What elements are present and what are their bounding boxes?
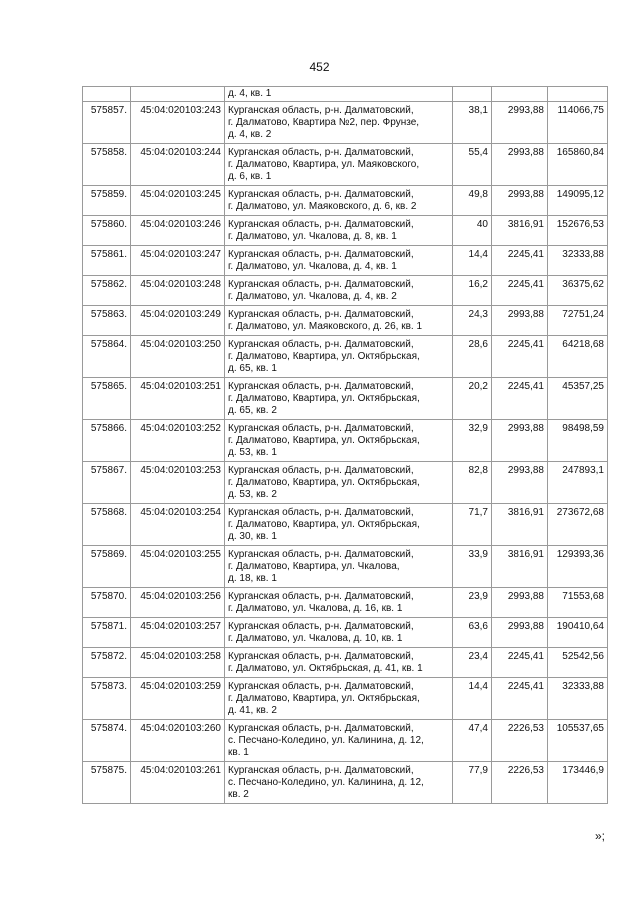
cell-cost: 32333,88 <box>548 678 608 720</box>
cell-cadastral-number: 45:04:020103:245 <box>131 186 225 216</box>
address-line: Курганская область, р-н. Далматовский, <box>228 681 414 692</box>
cell-rate: 2993,88 <box>492 588 548 618</box>
cell-cost: 72751,24 <box>548 306 608 336</box>
address-line: г. Далматово, ул. Чкалова, д. 8, кв. 1 <box>228 231 397 242</box>
cell-area: 33,9 <box>453 546 492 588</box>
address-line: г. Далматово, ул. Чкалова, д. 16, кв. 1 <box>228 603 403 614</box>
cell-address <box>225 276 453 306</box>
cell-cost: 36375,62 <box>548 276 608 306</box>
cell-number: 575874. <box>83 720 131 762</box>
cell-number: 575859. <box>83 186 131 216</box>
address-line: г. Далматово, Квартира, ул. Октябрьская, <box>228 351 420 362</box>
table-row <box>83 336 608 378</box>
cell-area: 71,7 <box>453 504 492 546</box>
cell-cadastral-number: 45:04:020103:255 <box>131 546 225 588</box>
address-line: г. Далматово, Квартира, ул. Октябрьская, <box>228 393 420 404</box>
cell-area: 32,9 <box>453 420 492 462</box>
address-line: д. 18, кв. 1 <box>228 573 277 584</box>
address-line: Курганская область, р-н. Далматовский, <box>228 723 414 734</box>
address-line: г. Далматово, ул. Маяковского, д. 6, кв. 2 <box>228 201 417 212</box>
address-line: г. Далматово, Квартира, ул. Октябрьская, <box>228 435 420 446</box>
cell-number: 575858. <box>83 144 131 186</box>
cell-address <box>225 678 453 720</box>
address-line: Курганская область, р-н. Далматовский, <box>228 621 414 632</box>
cell-cadastral-number: 45:04:020103:244 <box>131 144 225 186</box>
cell-cadastral-number: 45:04:020103:249 <box>131 306 225 336</box>
cell-number: 575869. <box>83 546 131 588</box>
cell-address <box>225 216 453 246</box>
cell-rate: 2993,88 <box>492 618 548 648</box>
cell-cadastral-number: 45:04:020103:258 <box>131 648 225 678</box>
cell-address <box>225 648 453 678</box>
cell-rate: 2993,88 <box>492 144 548 186</box>
cell-number: 575857. <box>83 102 131 144</box>
address-line: г. Далматово, Квартира, ул. Маяковского, <box>228 159 420 170</box>
cell-area: 55,4 <box>453 144 492 186</box>
closing-mark: »; <box>595 829 606 843</box>
cell-area: 24,3 <box>453 306 492 336</box>
cell-cadastral-number: 45:04:020103:243 <box>131 102 225 144</box>
cell-cost: 152676,53 <box>548 216 608 246</box>
cell-area: 49,8 <box>453 186 492 216</box>
table-row <box>83 276 608 306</box>
table-row <box>83 618 608 648</box>
cell-cost: 105537,65 <box>548 720 608 762</box>
cell-area: 28,6 <box>453 336 492 378</box>
cell-cost: 98498,59 <box>548 420 608 462</box>
cell-area: 47,4 <box>453 720 492 762</box>
cell-address <box>225 762 453 804</box>
cell-cost: 190410,64 <box>548 618 608 648</box>
cell-rate: 2245,41 <box>492 648 548 678</box>
cell-rate: 2993,88 <box>492 102 548 144</box>
address-line: с. Песчано-Коледино, ул. Калинина, д. 12, <box>228 735 424 746</box>
cell-number: 575863. <box>83 306 131 336</box>
address-line: Курганская область, р-н. Далматовский, <box>228 765 414 776</box>
cell-number: 575865. <box>83 378 131 420</box>
cell-rate: 3816,91 <box>492 504 548 546</box>
table-row <box>83 588 608 618</box>
cell-number: 575871. <box>83 618 131 648</box>
table-row <box>83 246 608 276</box>
cell-cost: 247893,1 <box>548 462 608 504</box>
cell-number: 575862. <box>83 276 131 306</box>
cell-cost: 129393,36 <box>548 546 608 588</box>
cell-cost: 114066,75 <box>548 102 608 144</box>
table-row <box>83 546 608 588</box>
cell-cost: 32333,88 <box>548 246 608 276</box>
address-line: г. Далматово, Квартира, ул. Октябрьская, <box>228 477 420 488</box>
address-line: Курганская область, р-н. Далматовский, <box>228 381 414 392</box>
address-line: д. 6, кв. 1 <box>228 171 272 182</box>
address-line: Курганская область, р-н. Далматовский, <box>228 549 414 560</box>
address-line: Курганская область, р-н. Далматовский, <box>228 591 414 602</box>
cell-cadastral-number: 45:04:020103:259 <box>131 678 225 720</box>
address-line: Курганская область, р-н. Далматовский, <box>228 219 414 230</box>
cell-number: 575870. <box>83 588 131 618</box>
table-row <box>83 306 608 336</box>
cell-area <box>453 87 492 102</box>
table-row <box>83 462 608 504</box>
cell-rate: 2245,41 <box>492 276 548 306</box>
cell-cost: 273672,68 <box>548 504 608 546</box>
address-line: г. Далматово, Квартира, ул. Октябрьская, <box>228 519 420 530</box>
address-line: д. 41, кв. 2 <box>228 705 277 716</box>
cell-rate: 2245,41 <box>492 678 548 720</box>
cell-number: 575873. <box>83 678 131 720</box>
cell-cadastral-number: 45:04:020103:256 <box>131 588 225 618</box>
address-line: г. Далматово, ул. Чкалова, д. 4, кв. 2 <box>228 291 397 302</box>
address-line: г. Далматово, Квартира, ул. Чкалова, <box>228 561 400 572</box>
address-line: д. 30, кв. 1 <box>228 531 277 542</box>
cell-number: 575872. <box>83 648 131 678</box>
cell-address <box>225 306 453 336</box>
cell-cost: 149095,12 <box>548 186 608 216</box>
address-line: Курганская область, р-н. Далматовский, <box>228 147 414 158</box>
table-row <box>83 144 608 186</box>
cell-number: 575866. <box>83 420 131 462</box>
cell-address <box>225 588 453 618</box>
cell-area: 14,4 <box>453 246 492 276</box>
cell-cost: 64218,68 <box>548 336 608 378</box>
cell-rate: 3816,91 <box>492 546 548 588</box>
address-line: Курганская область, р-н. Далматовский, <box>228 279 414 290</box>
address-line: д. 53, кв. 2 <box>228 489 277 500</box>
cell-area: 20,2 <box>453 378 492 420</box>
cell-rate <box>492 87 548 102</box>
cell-address <box>225 546 453 588</box>
cell-area: 77,9 <box>453 762 492 804</box>
table-row <box>83 678 608 720</box>
table-row-continued <box>83 87 608 102</box>
cell-cost: 173446,9 <box>548 762 608 804</box>
cell-cadastral-number <box>131 87 225 102</box>
cell-rate: 2993,88 <box>492 462 548 504</box>
cell-area: 82,8 <box>453 462 492 504</box>
cell-area: 14,4 <box>453 678 492 720</box>
table-row <box>83 720 608 762</box>
address-line: г. Далматово, Квартира, ул. Октябрьская, <box>228 693 420 704</box>
cell-rate: 2993,88 <box>492 186 548 216</box>
cell-area: 23,9 <box>453 588 492 618</box>
address-line: кв. 1 <box>228 747 249 758</box>
cell-address <box>225 186 453 216</box>
address-line: Курганская область, р-н. Далматовский, <box>228 105 414 116</box>
cell-area: 16,2 <box>453 276 492 306</box>
cell-number <box>83 87 131 102</box>
address-line: кв. 2 <box>228 789 249 800</box>
property-table <box>82 86 608 804</box>
cell-cadastral-number: 45:04:020103:253 <box>131 462 225 504</box>
address-line: г. Далматово, ул. Маяковского, д. 26, кв. 1 <box>228 321 423 332</box>
cell-cadastral-number: 45:04:020103:254 <box>131 504 225 546</box>
address-line: д. 53, кв. 1 <box>228 447 277 458</box>
address-line: Курганская область, р-н. Далматовский, <box>228 189 414 200</box>
address-line: д. 65, кв. 2 <box>228 405 277 416</box>
cell-rate: 3816,91 <box>492 216 548 246</box>
cell-cost: 71553,68 <box>548 588 608 618</box>
cell-cadastral-number: 45:04:020103:251 <box>131 378 225 420</box>
cell-cost: 165860,84 <box>548 144 608 186</box>
cell-address <box>225 246 453 276</box>
cell-cadastral-number: 45:04:020103:246 <box>131 216 225 246</box>
table-row <box>83 504 608 546</box>
cell-rate: 2245,41 <box>492 336 548 378</box>
cell-area: 23,4 <box>453 648 492 678</box>
cell-rate: 2245,41 <box>492 246 548 276</box>
table-row <box>83 648 608 678</box>
cell-number: 575864. <box>83 336 131 378</box>
cell-cadastral-number: 45:04:020103:250 <box>131 336 225 378</box>
cell-address <box>225 336 453 378</box>
address-line: Курганская область, р-н. Далматовский, <box>228 309 414 320</box>
table-row <box>83 762 608 804</box>
cell-cadastral-number: 45:04:020103:252 <box>131 420 225 462</box>
cell-rate: 2226,53 <box>492 762 548 804</box>
table-row <box>83 102 608 144</box>
cell-rate: 2226,53 <box>492 720 548 762</box>
cell-area: 38,1 <box>453 102 492 144</box>
cell-cost: 45357,25 <box>548 378 608 420</box>
cell-rate: 2993,88 <box>492 420 548 462</box>
table-row <box>83 186 608 216</box>
cell-address <box>225 462 453 504</box>
cell-cadastral-number: 45:04:020103:248 <box>131 276 225 306</box>
address-line: г. Далматово, ул. Октябрьская, д. 41, кв. 1 <box>228 663 423 674</box>
address-line: Курганская область, р-н. Далматовский, <box>228 507 414 518</box>
cell-cost: 52542,56 <box>548 648 608 678</box>
table-row <box>83 378 608 420</box>
address-line: д. 4, кв. 2 <box>228 129 272 140</box>
cell-number: 575868. <box>83 504 131 546</box>
cell-address <box>225 504 453 546</box>
cell-cadastral-number: 45:04:020103:257 <box>131 618 225 648</box>
address-line: Курганская область, р-н. Далматовский, <box>228 651 414 662</box>
cell-address <box>225 618 453 648</box>
address-line: Курганская область, р-н. Далматовский, <box>228 423 414 434</box>
address-line: г. Далматово, ул. Чкалова, д. 4, кв. 1 <box>228 261 397 272</box>
table-body <box>83 87 608 804</box>
address-line: Курганская область, р-н. Далматовский, <box>228 465 414 476</box>
cell-number: 575860. <box>83 216 131 246</box>
cell-cadastral-number: 45:04:020103:247 <box>131 246 225 276</box>
address-line: Курганская область, р-н. Далматовский, <box>228 339 414 350</box>
cell-address: д. 4, кв. 1 <box>225 87 453 102</box>
cell-number: 575861. <box>83 246 131 276</box>
cell-address <box>225 378 453 420</box>
address-line: г. Далматово, ул. Чкалова, д. 10, кв. 1 <box>228 633 403 644</box>
address-line: д. 65, кв. 1 <box>228 363 277 374</box>
cell-area: 40 <box>453 216 492 246</box>
address-line: с. Песчано-Коледино, ул. Калинина, д. 12, <box>228 777 424 788</box>
cell-cadastral-number: 45:04:020103:261 <box>131 762 225 804</box>
cell-address <box>225 420 453 462</box>
cell-area: 63,6 <box>453 618 492 648</box>
cell-rate: 2245,41 <box>492 378 548 420</box>
cell-number: 575867. <box>83 462 131 504</box>
cell-address <box>225 720 453 762</box>
cell-cost <box>548 87 608 102</box>
table-row <box>83 216 608 246</box>
table-row <box>83 420 608 462</box>
cell-address <box>225 144 453 186</box>
address-line: г. Далматово, Квартира №2, пер. Фрунзе, <box>228 117 420 128</box>
page-number: 452 <box>309 60 330 74</box>
address-line: Курганская область, р-н. Далматовский, <box>228 249 414 260</box>
cell-rate: 2993,88 <box>492 306 548 336</box>
cell-address <box>225 102 453 144</box>
cell-number: 575875. <box>83 762 131 804</box>
cell-cadastral-number: 45:04:020103:260 <box>131 720 225 762</box>
